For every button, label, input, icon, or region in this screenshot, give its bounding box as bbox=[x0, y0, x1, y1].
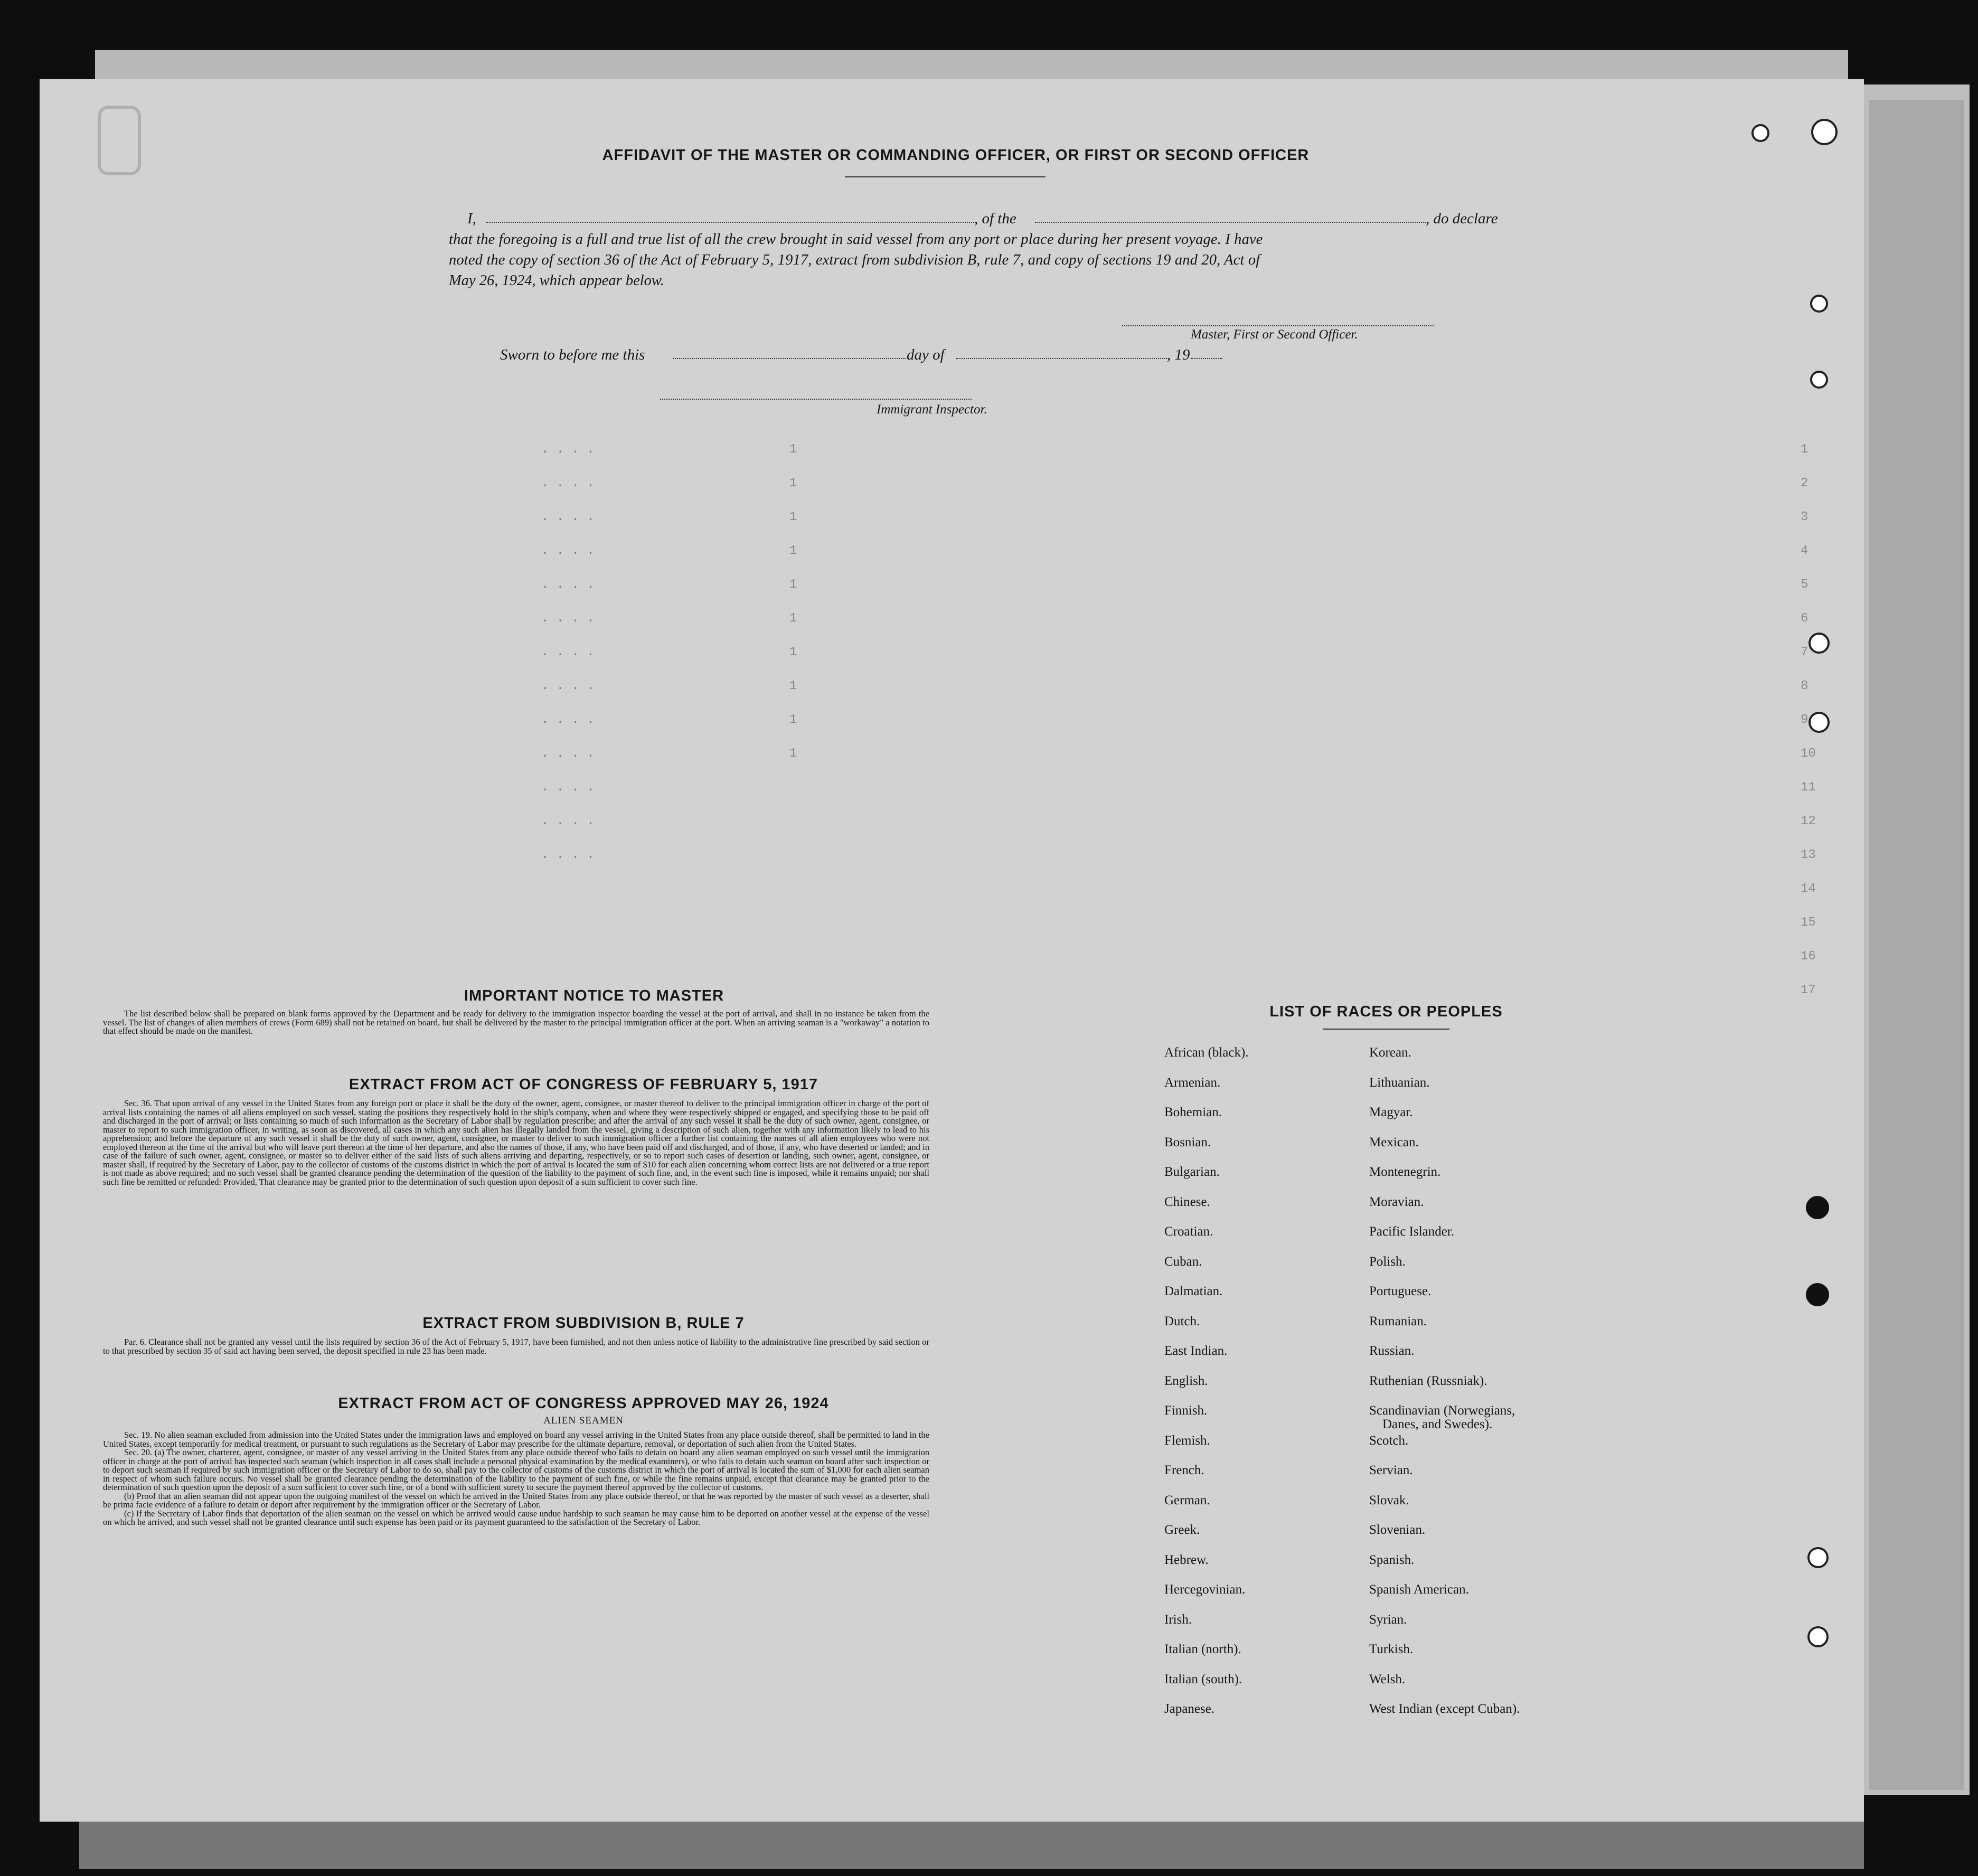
race-item: Hercegovinian. bbox=[1164, 1582, 1246, 1597]
races-underline bbox=[1323, 1029, 1449, 1030]
race-item: East Indian. bbox=[1164, 1344, 1228, 1358]
race-item: Syrian. bbox=[1369, 1612, 1407, 1627]
race-item: Scotch. bbox=[1369, 1433, 1409, 1448]
race-item: Bohemian. bbox=[1164, 1105, 1222, 1119]
race-item: Korean. bbox=[1369, 1045, 1411, 1060]
sworn-prefix: Sworn to before me this bbox=[500, 346, 645, 363]
race-item: Croatian. bbox=[1164, 1224, 1213, 1239]
form-page bbox=[40, 79, 1864, 1822]
affidavit-title: AFFIDAVIT OF THE MASTER OR COMMANDING OFFICER, OR FIRST OR SECOND OFFICER bbox=[602, 147, 1310, 164]
race-item: Montenegrin. bbox=[1369, 1165, 1441, 1179]
extract-1917-title: EXTRACT FROM ACT OF CONGRESS OF FEBRUARY 5, 1917 bbox=[348, 1076, 818, 1093]
race-item: Spanish. bbox=[1369, 1552, 1415, 1567]
sec-20b-paragraph: (b) Proof that an alien seaman did not appear upon the outgoing manifest of the vessel on which he arrived in the United States from any place outside thereof, or that he was reported by the master of such vessel as a deserter, shall be prima facie evidence of a failure to detain or deport after requirement by the immigration officer or the Secretary of Labor. bbox=[103, 1491, 929, 1510]
race-item: Dutch. bbox=[1164, 1314, 1200, 1328]
race-item: Slovak. bbox=[1369, 1493, 1409, 1507]
race-item: Moravian. bbox=[1369, 1194, 1424, 1209]
race-item: Pacific Islander. bbox=[1369, 1224, 1455, 1239]
race-item: Magyar. bbox=[1369, 1105, 1413, 1119]
race-item: Chinese. bbox=[1164, 1194, 1210, 1209]
race-item: Portuguese. bbox=[1369, 1284, 1431, 1298]
race-item: Mexican. bbox=[1369, 1135, 1419, 1149]
subdivision-title: EXTRACT FROM SUBDIVISION B, RULE 7 bbox=[422, 1315, 745, 1332]
binder-hole bbox=[1809, 712, 1830, 733]
show-through-marks: . . . . . . . . . . . . . . . . . . . . . . . . . . . . . . . . . . . . . . . . . . . . . . . . . . . . bbox=[541, 442, 595, 862]
decl-do-declare: , do declare bbox=[1426, 210, 1498, 227]
sworn-day-of: day of bbox=[907, 346, 945, 363]
binder-hole bbox=[1810, 295, 1828, 313]
race-item: Spanish American. bbox=[1369, 1582, 1469, 1597]
signature-label: Master, First or Second Officer. bbox=[1191, 327, 1358, 342]
sec-20c-paragraph: (c) If the Secretary of Labor finds that deportation of the alien seaman on the vessel on which he arrived would cause undue hardship to such seaman he may cause him to be deported on another vessel at the expense of the vessel on which he arrived, and such vessel shall not be granted clearance until such expense has been paid or its payment guaranteed to the satisfaction of the Secretary of Labor. bbox=[103, 1508, 929, 1527]
par-6-paragraph: Par. 6. Clearance shall not be granted any vessel until the lists required by section 36 of the Act of February 5, 1917, have been furnished, and not then unless notice of liability to the administrative fine prescribed by said section or to that prescribed by section 35 of said act having been served, the deposit specified in rule 23 has been made. bbox=[103, 1337, 929, 1356]
binder-hole bbox=[1809, 633, 1830, 654]
race-item: Italian (south). bbox=[1164, 1672, 1242, 1686]
race-item: Danes, and Swedes). bbox=[1382, 1417, 1493, 1431]
race-item: Russian. bbox=[1369, 1344, 1415, 1358]
race-item: African (black). bbox=[1164, 1045, 1249, 1060]
race-item: Lithuanian. bbox=[1369, 1075, 1430, 1090]
race-item: Dalmatian. bbox=[1164, 1284, 1223, 1298]
extract-1924-text bbox=[103, 1431, 929, 1527]
race-item: Bulgarian. bbox=[1164, 1165, 1220, 1179]
underlying-sheet-right-edge bbox=[1869, 100, 1964, 1790]
decl-line-2: that the foregoing is a full and true list of all the crew brought in said vessel from any port or place during her present voyage. I have bbox=[449, 231, 1263, 248]
sworn-year-prefix: , 19 bbox=[1167, 346, 1190, 363]
race-item: Servian. bbox=[1369, 1463, 1413, 1477]
binder-hole bbox=[1807, 1547, 1829, 1568]
races-title: LIST OF RACES OR PEOPLES bbox=[1269, 1003, 1503, 1020]
sworn-year-field[interactable] bbox=[1191, 358, 1222, 359]
decl-of-the: , of the bbox=[974, 210, 1016, 227]
binder-hole bbox=[1811, 119, 1838, 145]
notice-title: IMPORTANT NOTICE TO MASTER bbox=[464, 987, 724, 1004]
race-item: Bosnian. bbox=[1164, 1135, 1211, 1149]
notice-paragraph: The list described below shall be prepared on blank forms approved by the Department and be ready for delivery to the immigration inspector boarding the vessel at the port of arrival, and shall in no instance be taken from the vessel. The list of changes of alien members of crews (Form 689) shall not be retained on board, but shall be delivered by the master to the principal immigration officer at the port. When an arriving seaman is a "workaway" a notation to that effect should be made on the manifest. bbox=[103, 1008, 929, 1036]
race-item: Welsh. bbox=[1369, 1672, 1406, 1686]
inspector-label: Immigrant Inspector. bbox=[877, 402, 987, 417]
race-item: Flemish. bbox=[1164, 1433, 1210, 1448]
race-item: Polish. bbox=[1369, 1254, 1406, 1269]
race-item: German. bbox=[1164, 1493, 1210, 1507]
race-item: Armenian. bbox=[1164, 1075, 1221, 1090]
decl-i: I, bbox=[467, 210, 476, 227]
show-through-col: 1 1 1 1 1 1 1 1 1 1 bbox=[789, 442, 797, 761]
sec-36-paragraph: Sec. 36. That upon arrival of any vessel in the United States from any foreign port or place it shall be the duty of the owner, agent, consignee, or master thereof to deliver to the principal immigration officer in charge of the port of arrival lists containing the names of all aliens employed on such vessel, stating the positions they respectively hold in the ship's company, when and where they were respectively shipped or engaged, and specifying those to be paid off and discharged in the port of arrival; or lists containing so much of such information as the Secretary of Labor shall by regulation prescribe; and after the arrival of any such vessel it shall be the duty of such owner, agent, consignee, or master to report to such immigration officer, in writing, as soon as discovered, all cases in which any such alien has illegally landed from the vessel, giving a description of such alien, together with any information likely to lead to his apprehension; and before the departure of any such vessel it shall be the duty of such owner, agent, consignee, or master to deliver to such immigration officer a further list containing the names of all alien employees who were not employed thereon at the time of the arrival but who will leave port thereon at the time of her departure, and also the names of those, if any, who have been paid off and discharged, and of those, if any, who have deserted or landed; and in case of the failure of such owner, agent, consignee, or master so to deliver either of the said lists of such aliens arriving and departing, respectively, or so to report such cases of desertion or landing, such owner, agent, consignee, or master shall, if required by the Secretary of Labor, pay to the collector of customs of the customs district in which the port of arrival is located the sum of $10 for each alien concerning whom correct lists are not delivered or a true report is not made as above required; and no such vessel shall be granted clearance pending the determination of the question of the liability to the payment of such fine, and, in the event such fine is imposed, while it remains unpaid; nor shall such fine be remitted or refunded: Provided, That clearance may be granted prior to the determination of such question upon deposit of a sum sufficient to cover such fine. bbox=[103, 1098, 929, 1187]
binder-hole bbox=[1810, 371, 1828, 389]
race-item: Ruthenian (Russniak). bbox=[1369, 1373, 1487, 1388]
extract-1917-text bbox=[103, 1099, 929, 1186]
race-item: Finnish. bbox=[1164, 1403, 1208, 1418]
race-item: Scandinavian (Norwegians, bbox=[1369, 1403, 1515, 1418]
race-item: Japanese. bbox=[1164, 1702, 1215, 1716]
binder-hole bbox=[1806, 1196, 1829, 1219]
binder-hole bbox=[1751, 124, 1769, 142]
race-item: Turkish. bbox=[1369, 1642, 1414, 1656]
race-item: Hebrew. bbox=[1164, 1552, 1209, 1567]
binder-hole bbox=[1807, 1626, 1829, 1647]
race-item: Rumanian. bbox=[1369, 1314, 1427, 1328]
sworn-day-field[interactable] bbox=[673, 358, 906, 359]
sec-19-paragraph: Sec. 19. No alien seaman excluded from admission into the United States under the immigration laws and employed on board any vessel arriving in the United States from any place outside thereof, shall be permitted to land in the United States, except temporarily for medical treatment, or pursuant to such regulations as the Secretary of Labor may prescribe for the ultimate departure, removal, or deportation of such alien from the United States. bbox=[103, 1430, 929, 1449]
name-field[interactable] bbox=[486, 222, 974, 223]
vessel-field[interactable] bbox=[1035, 222, 1426, 223]
race-item: Cuban. bbox=[1164, 1254, 1202, 1269]
binder-hole bbox=[1806, 1283, 1829, 1306]
title-underline bbox=[845, 176, 1045, 177]
subdivision-text bbox=[103, 1338, 929, 1355]
extract-1924-title: EXTRACT FROM ACT OF CONGRESS APPROVED MAY 26, 1924 bbox=[338, 1395, 829, 1412]
signature-line[interactable] bbox=[1122, 325, 1434, 326]
race-item: Irish. bbox=[1164, 1612, 1192, 1627]
decl-line-3: noted the copy of section 36 of the Act of February 5, 1917, extract from subdivision B, rule 7, and copy of sections 19 and 20, Act of bbox=[449, 252, 1260, 268]
decl-line-4: May 26, 1924, which appear below. bbox=[449, 272, 664, 289]
race-item: English. bbox=[1164, 1373, 1208, 1388]
race-item: West Indian (except Cuban). bbox=[1369, 1702, 1520, 1716]
race-item: Greek. bbox=[1164, 1523, 1200, 1537]
sec-20a-paragraph: Sec. 20. (a) The owner, charterer, agent, consignee, or master of any vessel arriving in the United States from any place outside thereof who fails to detain on board any alien seaman employed on such vessel until the immigration officer in charge at the port of arrival has inspected such seaman (which inspection in all cases shall include a personal physical examination by the medical examiners), or who fails to detain such seaman on board after such inspection or to deport such seaman if required by such immigration officer or the Secretary of Labor to do so, shall pay to the collector of customs of the customs district in which the port of arrival is located the sum of $1,000 for each alien seaman in respect of whom such failure occurs. No vessel shall be granted clearance pending the determination of the liability to the payment of such fine, or while the fine remains unpaid, except that clearance may be granted prior to the determination of such question upon the deposit of a sum sufficient to cover such fine, or of a bond with sufficient surety to secure the payment thereof approved by the collector of customs. bbox=[103, 1447, 929, 1492]
race-item: Slovenian. bbox=[1369, 1523, 1426, 1537]
race-item: Italian (north). bbox=[1164, 1642, 1241, 1656]
notice-text bbox=[103, 1010, 929, 1036]
stamp-mark bbox=[98, 106, 141, 175]
sworn-month-field[interactable] bbox=[956, 358, 1167, 359]
alien-seamen-subtitle: ALIEN SEAMEN bbox=[543, 1415, 624, 1426]
race-item: French. bbox=[1164, 1463, 1204, 1477]
show-through-col-right: 1 2 3 4 5 6 7 8 9 10 11 12 13 14 15 16 17 bbox=[1801, 442, 1816, 997]
inspector-line[interactable] bbox=[660, 399, 972, 400]
